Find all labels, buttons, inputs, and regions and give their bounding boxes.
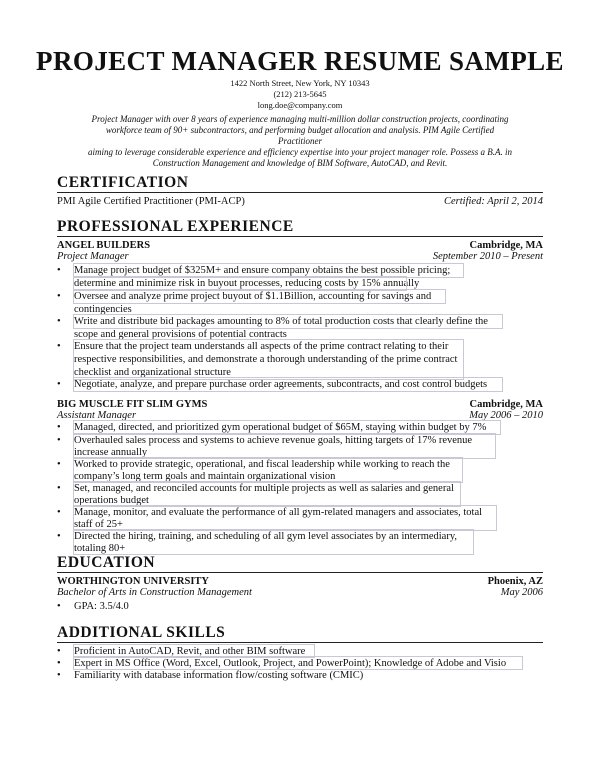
job-dates: September 2010 – Present — [432, 251, 543, 262]
contact-phone: (212) 213-5645 — [273, 89, 327, 99]
bullet-icon: • — [57, 646, 61, 657]
skills-heading: ADDITIONAL SKILLS — [57, 624, 226, 641]
job-location: Cambridge, MA — [469, 240, 543, 251]
highlight-box — [73, 481, 461, 507]
job-dates: May 2006 – 2010 — [469, 410, 543, 421]
section-divider — [57, 572, 543, 573]
certification-heading: CERTIFICATION — [57, 174, 189, 191]
bullet-icon: • — [57, 265, 61, 276]
education-heading: EDUCATION — [57, 554, 156, 571]
bullet-icon: • — [57, 658, 61, 669]
section-divider — [57, 236, 543, 237]
summary-line: Construction Management and knowledge of BIM Software, AutoCAD, and Revit. — [152, 158, 448, 168]
bullet-icon: • — [57, 459, 61, 470]
bullet-icon: • — [57, 291, 61, 302]
highlight-box — [73, 433, 496, 459]
summary-line: workforce team of 90+ subcontractors, and performing budget allocation and analysis. PIM Agile Certified Practitioner — [105, 125, 495, 146]
bullet-icon: • — [57, 483, 61, 494]
school-name: WORTHINGTON UNIVERSITY — [57, 576, 210, 587]
bullet-icon: • — [57, 341, 61, 352]
certification-date: Certified: April 2, 2014 — [444, 196, 543, 207]
contact-email: long.doe@company.com — [257, 100, 343, 110]
company-name: BIG MUSCLE FIT SLIM GYMS — [57, 399, 208, 410]
section-divider — [57, 642, 543, 643]
bullet-icon: • — [57, 316, 61, 327]
highlight-box — [73, 529, 474, 555]
highlight-box — [73, 314, 503, 329]
highlight-box — [73, 457, 463, 483]
page-title: PROJECT MANAGER RESUME SAMPLE — [36, 46, 564, 76]
highlight-box — [73, 339, 464, 380]
bullet-icon: • — [57, 670, 61, 681]
highlight-box — [73, 505, 497, 531]
bullet-icon: • — [57, 422, 61, 433]
highlight-box — [73, 289, 446, 304]
contact-address: 1422 North Street, New York, NY 10343 — [230, 78, 370, 88]
bullet-icon: • — [57, 435, 61, 446]
job-title: Project Manager — [57, 251, 129, 262]
bullet-icon: • — [57, 379, 61, 390]
summary-line: aiming to leverage considerable experience and efficiency expertise into your project manager role. Possess a B.A. in — [88, 147, 512, 157]
summary-line: Project Manager with over 8 years of experience managing multi-million dollar construction projects, coordinating — [91, 114, 509, 124]
resume-page: PROJECT MANAGER RESUME SAMPLE 1422 North Street, New York, NY 10343 (212) 213-5645 long.doe@company.com Project Manager with over 8 years of experience managing multi-million dollar construction projects, coordinating workforce team of 90+ subcontractors, and performing budget allocation and analysis. PIM Agile Certified Practitioner aiming to leverage considerable experience and efficiency expertise into your project manager role. Possess a B.A. in Construction Management and knowledge of BIM Software, AutoCAD, and Revit. CERTIFICATION PMI Agile Certified Practitioner (PMI-ACP) Certified: April 2, 2014 PROFESSIONAL EXPERIENCE ANGEL BUILDERS Cambridge, MA Project Manager September 2010 – Present • Manage project budget of $325M+ and ensure company obtains the best possible pricing; determine and minimize risk in buyout processes, reducing costs by 15% annually • Oversee and analyze prime project buyout of $1.1Billion, accounting for savings and contingencies • Write and distribute bid packages amounting to 8% of total production costs that clearly define the scope and general provisions of potential contracts • Ensure that the project team understands all aspects of the prime contract relating to their respective responsibilities, and demonstrate a thorough understanding of the prime contract checklist and organizational structure • Negotiate, analyze, and prepare purchase order agreements, subcontracts, and cost control budgets BIG MUSCLE FIT SLIM GYMS Cambridge, MA Assistant Manager May 2006 – 2010 • Managed, directed, and prioritized gym operational budget of $65M, staying within budget by 7% • Overhauled sales process and systems to achieve revenue goals, hitting targets of 17% revenue increase annually • Worked to provide strategic, operational, and fiscal leadership while working to reach the company’s long term goals and maintain organizational vision • Set, managed, and reconciled accounts for multiple projects as well as salaries and general operations budget • Manage, monitor, and evaluate the performance of all gym-related managers and associates, total staff of 25+ • Directed the hiring, training, and scheduling of all gym level associates by an intermediary, totaling 80+ EDUCATION WORTHINGTON UNIVERSITY Phoenix, AZ Bachelor of Arts in Construction Management May 2006 • GPA: 3.5/4.0 ADDITIONAL SKILLS • Proficient in AutoCAD, Revit, and other BIM software • Expert in MS Office (Word, Excel, Outlook, Project, and PowerPoint); Knowledge of Adobe and Visio • Familiarity with database information flow/costing software (CMIC) — [0, 0, 600, 776]
bullet-icon: • — [57, 601, 61, 612]
school-location: Phoenix, AZ — [487, 576, 543, 587]
bullet-icon: • — [57, 507, 61, 518]
job-title: Assistant Manager — [57, 410, 137, 421]
experience-heading: PROFESSIONAL EXPERIENCE — [57, 218, 294, 235]
degree: Bachelor of Arts in Construction Management — [57, 587, 252, 598]
highlight-box — [73, 656, 523, 670]
section-divider — [57, 192, 543, 193]
company-name: ANGEL BUILDERS — [57, 240, 151, 251]
job-location: Cambridge, MA — [469, 399, 543, 410]
bullet-icon: • — [57, 531, 61, 542]
graduation-date: May 2006 — [500, 587, 543, 598]
summary-paragraph — [88, 114, 512, 169]
highlight-box — [73, 377, 503, 392]
certification-name: PMI Agile Certified Practitioner (PMI-ACP) — [57, 196, 245, 207]
